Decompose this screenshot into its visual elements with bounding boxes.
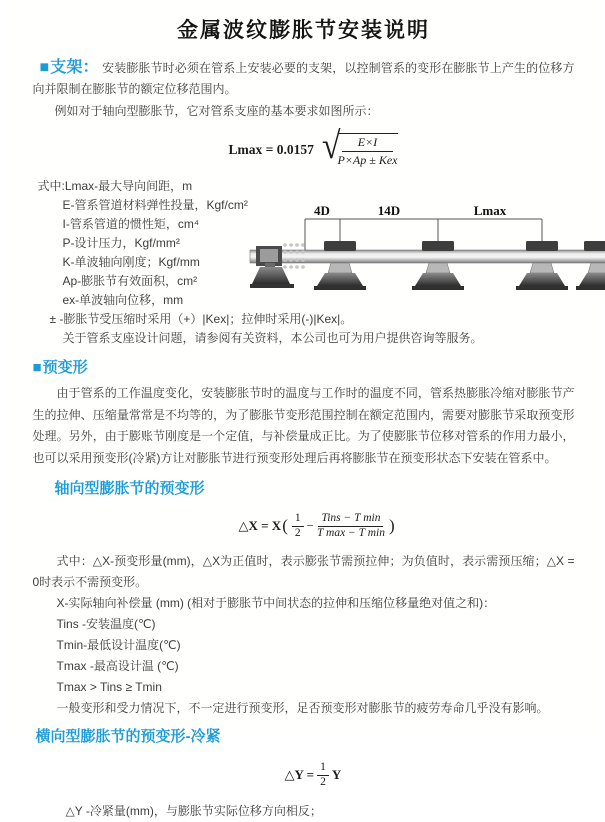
half-denominator: 2 xyxy=(295,527,301,541)
lmax-formula-denominator: P×Ap ± Kex xyxy=(338,152,398,168)
definition-item: P-设计压力，Kgf/mm² xyxy=(63,234,575,253)
pipe-guide-support xyxy=(516,241,568,290)
support-section-label xyxy=(40,59,99,76)
temperature-numerator: Tins − T min xyxy=(318,512,383,527)
definition-item: E-管系管道材料弹性投量，Kgf/cm² xyxy=(63,196,575,215)
definitions-and-diagram xyxy=(33,177,575,349)
one-half-fraction xyxy=(317,761,329,790)
preform-body-text: 由于管系的工作温度变化，安装膨胀节时的温度与工作时的温度不同，管系热膨胀冷缩对膨胀节产生的拉伸、压缩量常常是不均等的，为了膨胀节变形范围控制在额定范围内，需要对膨胀节采取预变形处理。另外，由于膨账节刚度是一个定值，与补偿量成正比。为了使膨胀节位移对管系的作用力最小，也可以采用预变形(冷紧)方让对膨胀节进行预变形处理后再将膨胀节在预变形状态下安装在管系中。 xyxy=(33,383,575,469)
axial-formula-lhs: △X = X xyxy=(239,518,282,534)
lmax-formula-fraction xyxy=(338,133,398,168)
temperature-note: Tins -安装温度(℃) xyxy=(57,614,575,635)
minus-sign: − xyxy=(307,518,314,534)
half-numerator: 1 xyxy=(317,761,329,776)
lateral-note-text: △Y -冷紧量(mm)，与膨胀节实际位移方向相反； xyxy=(66,801,575,822)
axial-where-text: 式中：△X-预变形量(mm)，△X为正值时，表示膨张节需预拉伸；为负值时，表示需预压缩；△X = 0时表示不需预变形。 xyxy=(33,551,575,593)
definitions-lead: 式中:Lmax-最大导向间距，m xyxy=(38,177,575,196)
section-square-icon: ■ xyxy=(40,59,50,76)
half-denominator: 2 xyxy=(320,776,326,790)
temperature-note: Tmax -最高设计温 (℃) xyxy=(57,656,575,677)
support-section-label-text: 支架： xyxy=(50,59,98,76)
support-intro-paragraph xyxy=(33,57,575,100)
axial-preform-formula xyxy=(239,507,575,545)
temperature-fraction xyxy=(317,512,385,541)
support-example-text: 例如对于轴向型膨胀节，它对管系支座的基本要求如图所示： xyxy=(33,101,575,122)
sign-convention-note: ± -膨胀节受压缩时采用（+）|Kex|；拉伸时采用(-)|Kex|。 xyxy=(50,310,575,329)
half-numerator: 1 xyxy=(292,512,304,527)
definition-item: K-单波轴向刚度；Kgf/mm xyxy=(63,253,575,272)
definition-item: I-管系管道的惯性矩，cm⁴ xyxy=(63,215,575,234)
lmax-formula xyxy=(229,128,575,172)
service-note: 关于管系支座设计问题，请参阅有关资料，本公司也可为用户提供咨询等服务。 xyxy=(63,329,575,348)
lateral-preform-formula xyxy=(285,758,575,792)
pipe-guide-support xyxy=(576,241,605,290)
x-definition-text: X-实际轴向补偿量 (mm) (相对于膨胀节中间状态的拉伸和压缩位移量绝对值之和)： xyxy=(57,593,575,614)
dim-label-lmax: Lmax xyxy=(473,203,506,218)
lateral-preform-heading: 横向型膨胀节的预变形-冷紧 xyxy=(36,726,575,748)
open-paren: ( xyxy=(282,516,288,536)
preform-section-label: 预变形 xyxy=(43,359,88,376)
axial-general-note: 一般变形和受力情况下，不一定进行预变形，足否预变形对膨胀节的疲劳寿命几乎没有影响。 xyxy=(33,698,575,719)
dim-label-4d: 4D xyxy=(314,203,330,218)
radical-sign: √ xyxy=(322,128,341,166)
definition-item: ex-单波轴向位移，mm xyxy=(63,291,575,310)
document-page xyxy=(3,0,603,737)
close-paren: ) xyxy=(389,516,395,536)
lateral-formula-lhs: △Y = xyxy=(285,767,315,783)
lateral-formula-rhs: Y xyxy=(332,767,341,783)
support-intro-text: 安装膨胀节时必须在管系上安装必要的支架，以控制管系的变形在膨胀节上产生的位移方向并限制在膨胀节的额定位移范围内。 xyxy=(33,61,575,96)
axial-preform-heading: 轴向型膨胀节的预变形 xyxy=(55,478,575,500)
one-half-fraction xyxy=(292,512,304,541)
lmax-formula-numerator: E×I xyxy=(342,134,393,152)
section-square-icon: ■ xyxy=(33,359,42,376)
temperature-denominator: T max − T min xyxy=(317,527,385,541)
definition-item: Ap-膨胀节有效面积，cm² xyxy=(63,272,575,291)
dim-label-14d: 14D xyxy=(377,203,399,218)
page-title: 金属波纹膨胀节安装说明 xyxy=(33,14,575,44)
temperature-note: Tmax > Tins ≥ Tmin xyxy=(57,677,575,698)
pipe-guide-support xyxy=(412,241,464,290)
preform-section-heading xyxy=(33,357,575,379)
pipe-guide-support xyxy=(314,241,366,290)
temperature-note: Tmin-最低设计温度(℃) xyxy=(57,635,575,656)
lmax-formula-lhs: Lmax = 0.0157 xyxy=(229,142,314,158)
pipe-support-diagram xyxy=(248,205,605,307)
